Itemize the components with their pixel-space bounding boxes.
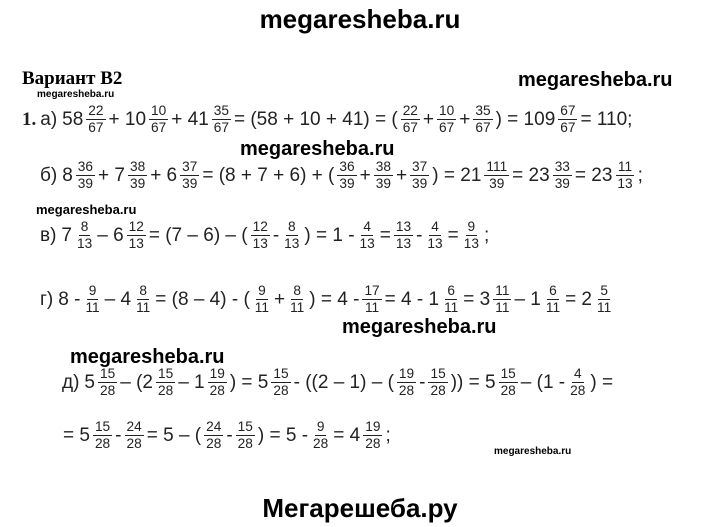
math-text: = (8 + 7 + 6) + ( (202, 164, 335, 186)
denominator: 11 (85, 300, 100, 316)
fraction (568, 367, 587, 399)
math-text: + (422, 108, 435, 130)
fraction (236, 420, 255, 452)
numerator: 8 (291, 284, 303, 300)
denominator: 28 (237, 436, 253, 452)
solution-line-v (40, 220, 490, 252)
numerator: 36 (337, 160, 356, 176)
math-text: - (226, 424, 233, 446)
fraction (93, 420, 112, 452)
fraction (208, 367, 227, 399)
fraction (337, 160, 356, 192)
math-text: ) = 5 - (257, 424, 309, 446)
math-text: – 1 (178, 371, 205, 393)
fraction (127, 220, 146, 252)
math-text: = 4 (333, 424, 361, 446)
denominator: 11 (495, 300, 510, 316)
math-text: = 110; (580, 108, 633, 130)
solution-line-d1 (62, 367, 614, 399)
numerator: 35 (473, 104, 492, 120)
solution-line-b (40, 160, 644, 192)
denominator: 28 (313, 436, 329, 452)
denominator: 67 (439, 120, 455, 136)
watermark-right: megaresheba.ru (518, 69, 673, 91)
fraction (282, 220, 301, 252)
math-text: + (273, 288, 286, 310)
fraction (251, 220, 270, 252)
numerator: 15 (98, 367, 117, 383)
watermark-small: megaresheba.ru (494, 446, 572, 457)
numerator: 15 (236, 420, 255, 436)
denominator: 28 (206, 436, 222, 452)
numerator: 35 (212, 104, 231, 120)
denominator: 39 (129, 176, 146, 192)
denominator: 13 (463, 236, 479, 252)
solution-line-g (40, 284, 615, 316)
math-text: – 6 (97, 224, 124, 246)
numerator: 4 (572, 367, 584, 383)
fraction (358, 220, 377, 252)
math-text: + (395, 164, 408, 186)
watermark-small: megaresheba.ru (37, 89, 115, 100)
math-text: ) = 4 - (309, 288, 360, 310)
fraction (125, 420, 144, 452)
math-text: = 5 (63, 424, 90, 446)
numerator: 15 (156, 367, 175, 383)
watermark-left: megaresheba.ru (70, 346, 225, 368)
fraction (484, 160, 509, 192)
fraction (442, 284, 460, 316)
fraction (311, 420, 330, 452)
numerator: 67 (558, 104, 577, 120)
solution-line-d2 (62, 420, 392, 452)
math-text: = (447, 224, 459, 246)
math-text: ; (385, 424, 391, 446)
denominator: 28 (500, 383, 516, 399)
fraction (410, 160, 429, 192)
fraction (76, 160, 95, 192)
numerator: 24 (204, 420, 223, 436)
fraction (134, 284, 152, 316)
fraction (362, 284, 381, 316)
denominator: 28 (365, 436, 381, 452)
numerator: 9 (315, 420, 327, 436)
math-text: ) = 1 - (304, 224, 355, 246)
numerator: 38 (128, 160, 147, 176)
denominator: 67 (213, 120, 229, 136)
math-text: 7 (61, 224, 72, 246)
numerator: 11 (493, 284, 511, 300)
math-text: - (419, 371, 426, 393)
denominator: 39 (77, 176, 94, 192)
numerator: 8 (286, 220, 298, 236)
math-text: ) = 5 (229, 371, 269, 393)
fraction (86, 104, 105, 136)
math-text: = 2 (565, 288, 593, 310)
denominator: 11 (364, 300, 380, 316)
numerator: 19 (363, 420, 382, 436)
math-text: - (416, 224, 423, 246)
math-text: ) = (590, 371, 614, 393)
denominator: 13 (252, 236, 268, 252)
numerator: 111 (484, 160, 509, 176)
denominator: 28 (94, 436, 111, 452)
math-text: - ((2 – 1) – ( (293, 371, 394, 393)
fraction (156, 367, 175, 399)
math-text: )) = 5 (450, 371, 496, 393)
fraction (288, 284, 306, 316)
fraction (253, 284, 271, 316)
numerator: 11 (616, 160, 634, 176)
math-text: = 23 (512, 164, 550, 186)
math-text: + 41 (171, 108, 209, 130)
fraction (397, 367, 416, 399)
fraction (558, 104, 577, 136)
denominator: 28 (273, 383, 289, 399)
numerator: 22 (401, 104, 420, 120)
denominator: 39 (412, 176, 428, 192)
math-text: = 4 - 1 (384, 288, 440, 310)
math-text: = 5 – ( (146, 424, 202, 446)
fraction (425, 220, 444, 252)
math-text: = (58 + 10 + 41) = ( (233, 108, 398, 130)
numerator: 22 (86, 104, 105, 120)
fraction (149, 104, 168, 136)
numerator: 5 (598, 284, 610, 300)
denominator: 28 (398, 383, 415, 399)
fraction (401, 104, 420, 136)
math-text: ; (483, 224, 490, 246)
numerator: 10 (437, 104, 456, 120)
fraction (180, 160, 199, 192)
denominator: 13 (128, 236, 144, 252)
fraction (473, 104, 492, 136)
fraction (493, 284, 511, 316)
fraction (595, 284, 613, 316)
solution-line-a (22, 104, 633, 136)
math-text: + (359, 164, 371, 186)
math-text: ) = 21 (432, 164, 482, 186)
fraction (271, 367, 290, 399)
line-label: а) (40, 108, 58, 130)
denominator: 13 (617, 176, 633, 192)
math-text: – 4 (104, 288, 132, 310)
numerator: 10 (149, 104, 168, 120)
math-text: 5 (84, 371, 95, 393)
denominator: 67 (560, 120, 576, 136)
numerator: 15 (271, 367, 290, 383)
numerator: 38 (374, 160, 393, 176)
denominator: 39 (554, 176, 570, 192)
numerator: 8 (79, 220, 91, 236)
fraction (363, 420, 382, 452)
math-text: - (272, 224, 280, 246)
numerator: 12 (127, 220, 146, 236)
fraction (544, 284, 562, 316)
numerator: 37 (180, 160, 199, 176)
fraction (553, 160, 572, 192)
watermark-mid: megaresheba.ru (240, 138, 395, 160)
denominator: 28 (570, 383, 586, 399)
math-text: = (8 – 4) - ( (155, 288, 250, 310)
denominator: 39 (339, 176, 355, 192)
numerator: 15 (499, 367, 518, 383)
denominator: 67 (151, 120, 167, 136)
fraction (204, 420, 223, 452)
math-text: ; (637, 164, 643, 186)
fraction (615, 160, 634, 192)
fraction (374, 160, 393, 192)
denominator: 13 (395, 236, 412, 252)
denominator: 11 (545, 300, 561, 316)
math-text: = (379, 224, 391, 246)
denominator: 67 (475, 120, 491, 136)
math-text: = 3 (463, 288, 491, 310)
numerator: 9 (466, 220, 478, 236)
numerator: 4 (429, 220, 441, 236)
fraction (428, 367, 447, 399)
denominator: 39 (182, 176, 198, 192)
line-label: б) (40, 164, 58, 186)
fraction (394, 220, 413, 252)
math-text: + 7 (98, 164, 125, 186)
math-text: - (115, 424, 122, 446)
numerator: 6 (445, 284, 457, 300)
math-text: + 10 (108, 108, 147, 130)
denominator: 11 (444, 300, 459, 316)
variant-heading: Вариант В2 (22, 68, 123, 89)
denominator: 11 (290, 300, 305, 316)
numerator: 36 (76, 160, 95, 176)
denominator: 28 (430, 383, 446, 399)
denominator: 13 (427, 236, 443, 252)
fraction (83, 284, 101, 316)
denominator: 67 (88, 120, 104, 136)
math-text: 8 (62, 164, 73, 186)
fraction (128, 160, 147, 192)
denominator: 13 (284, 236, 300, 252)
numerator: 24 (125, 420, 144, 436)
math-text: 8 - (58, 288, 81, 310)
line-label: г) (40, 288, 54, 310)
math-text: = 23 (574, 164, 613, 186)
numerator: 15 (428, 367, 447, 383)
denominator: 39 (489, 176, 505, 192)
denominator: 11 (254, 300, 269, 316)
fraction (75, 220, 94, 252)
line-label: в) (40, 224, 57, 246)
math-text: + 6 (150, 164, 178, 186)
denominator: 13 (77, 236, 93, 252)
watermark-mid: megaresheba.ru (342, 316, 497, 338)
denominator: 13 (359, 236, 375, 252)
numerator: 33 (553, 160, 572, 176)
math-text: ) = 109 (495, 108, 556, 130)
numerator: 9 (256, 284, 268, 300)
math-text: – (2 (120, 371, 153, 393)
fraction (98, 367, 117, 399)
math-text: + (459, 108, 471, 130)
denominator: 11 (136, 300, 151, 316)
line-label: д) (62, 371, 80, 393)
numerator: 13 (394, 220, 413, 236)
denominator: 28 (126, 436, 142, 452)
numerator: 9 (87, 284, 99, 300)
numerator: 17 (362, 284, 381, 300)
numerator: 19 (397, 367, 416, 383)
denominator: 28 (157, 383, 174, 399)
math-text: 58 (62, 108, 84, 130)
numerator: 12 (251, 220, 270, 236)
fraction (437, 104, 456, 136)
watermark-top: megaresheba.ru (259, 4, 461, 34)
denominator: 39 (375, 176, 391, 192)
problem-number: 1. (22, 108, 37, 130)
denominator: 28 (209, 383, 225, 399)
numerator: 19 (208, 367, 227, 383)
fraction (462, 220, 481, 252)
fraction (212, 104, 231, 136)
numerator: 8 (137, 284, 149, 300)
watermark-bottom: Мегарешеба.ру (262, 493, 458, 523)
watermark-left: megaresheba.ru (36, 202, 137, 217)
fraction (499, 367, 518, 399)
denominator: 28 (100, 383, 116, 399)
denominator: 11 (597, 300, 612, 316)
numerator: 37 (410, 160, 429, 176)
numerator: 4 (361, 220, 373, 236)
math-text: = (7 – 6) – ( (148, 224, 248, 246)
numerator: 6 (547, 284, 559, 300)
numerator: 15 (93, 420, 112, 436)
math-text: – (1 - (520, 371, 566, 393)
math-text: – 1 (514, 288, 541, 310)
denominator: 67 (402, 120, 418, 136)
